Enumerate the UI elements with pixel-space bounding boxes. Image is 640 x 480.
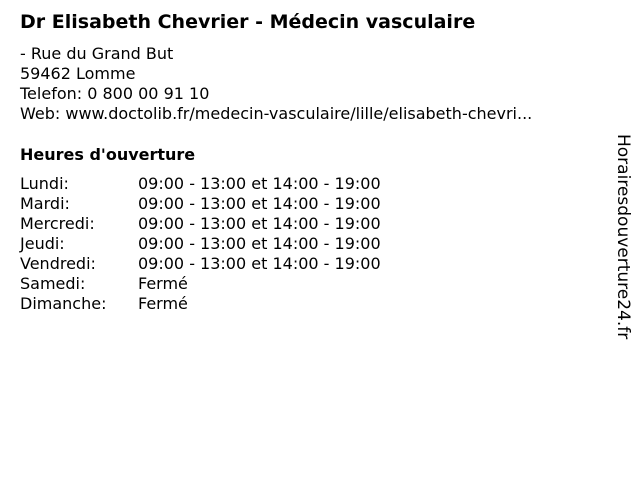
opening-hours-table: [20, 174, 381, 314]
time-value: 09:00 - 13:00 et 14:00 - 19:00: [138, 234, 381, 253]
time-value: 09:00 - 13:00 et 14:00 - 19:00: [138, 174, 381, 193]
day-label: Lundi:: [20, 174, 69, 193]
time-value: Fermé: [138, 294, 188, 313]
time-value: 09:00 - 13:00 et 14:00 - 19:00: [138, 214, 381, 233]
address-block: [20, 44, 532, 124]
city-postcode: 59462 Lomme: [20, 64, 136, 83]
hours-row-saturday: [20, 274, 381, 294]
hours-row-sunday: [20, 294, 381, 314]
day-label: Samedi:: [20, 274, 86, 293]
day-label: Mercredi:: [20, 214, 95, 233]
street-address: - Rue du Grand But: [20, 44, 174, 63]
day-label: Mardi:: [20, 194, 70, 213]
hours-row-friday: [20, 254, 381, 274]
day-label: Jeudi:: [20, 234, 65, 253]
day-label: Vendredi:: [20, 254, 96, 273]
website-link[interactable]: Web: www.doctolib.fr/medecin-vasculaire/lille/elisabeth-chevri...: [20, 104, 533, 123]
hours-row-monday: [20, 174, 381, 194]
opening-hours-heading: Heures d'ouverture: [20, 145, 196, 164]
page-title: Dr Elisabeth Chevrier - Médecin vasculaire: [20, 11, 476, 33]
time-value: 09:00 - 13:00 et 14:00 - 19:00: [138, 194, 381, 213]
time-value: 09:00 - 13:00 et 14:00 - 19:00: [138, 254, 381, 273]
hours-row-wednesday: [20, 214, 381, 234]
time-value: Fermé: [138, 274, 188, 293]
hours-row-thursday: [20, 234, 381, 254]
phone-number: Telefon: 0 800 00 91 10: [20, 84, 210, 103]
day-label: Dimanche:: [20, 294, 107, 313]
site-watermark: Horairesdouverture24.fr: [613, 134, 633, 340]
hours-row-tuesday: [20, 194, 381, 214]
